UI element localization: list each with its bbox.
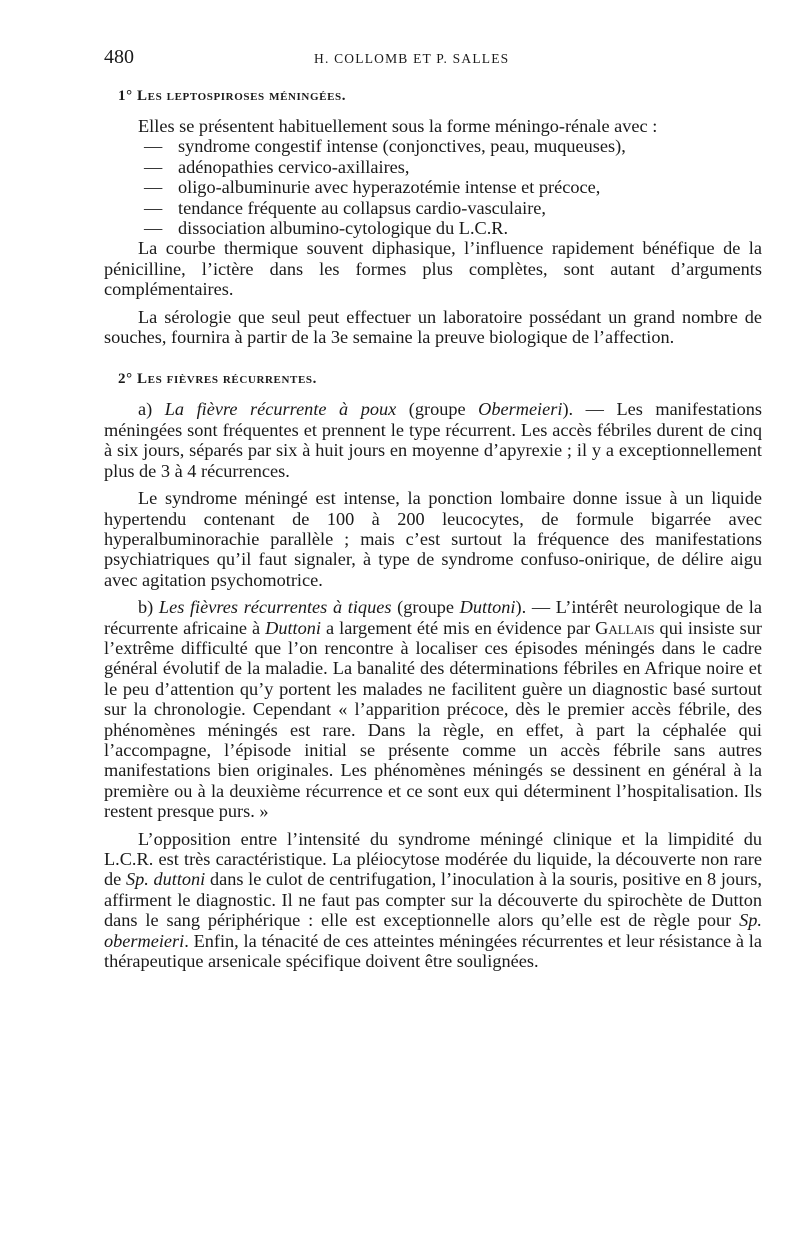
list-item-text: adénopathies cervico-axillaires, — [178, 156, 410, 177]
running-head: H. COLLOMB ET P. SALLES — [314, 51, 510, 66]
subsection-heading-b: Les fièvres récurrentes à tiques — [158, 597, 392, 618]
list-item-text: oligo-albuminurie avec hyperazotémie intense et précoce, — [178, 177, 601, 198]
paragraph-fievre-poux — [104, 399, 762, 481]
paragraph-intro: Elles se présentent habituellement sous la forme méningo-rénale avec : — [138, 116, 658, 136]
list-dash: — — [144, 177, 163, 198]
subsection-label-a: a) — [138, 399, 153, 420]
group-name-obermeieri: Obermeieri — [478, 399, 563, 420]
list-item — [104, 218, 762, 238]
paragraph-serologie: La sérologie que seul peut effectuer un laboratoire possédant un grand nombre de souches, fournira à partir de la 3e semaine la preuve biologique de l’affection. — [104, 306, 762, 348]
list-dash: — — [144, 197, 163, 218]
author-gallais: Gallais — [595, 617, 655, 638]
list-item-text: syndrome congestif intense (conjonctives, peau, muqueuses), — [178, 136, 626, 157]
species-sp-duttoni: Sp. duttoni — [125, 869, 206, 890]
tiques-text-1: ). — L’intérêt neurologique de la récurrente africaine à — [104, 597, 762, 638]
group-open-b: (groupe — [397, 597, 454, 618]
opposition-text-1: L’opposition entre l’intensité du syndrome méningé clinique et la limpidité du L.C.R. est très caractéristique. La pléiocytose modérée du liquide, la découverte non rare de — [104, 828, 762, 890]
list-item — [104, 177, 762, 197]
section-title-fievres-recurrentes: 2° Les fièvres récurrentes. — [118, 371, 317, 388]
tiques-text-2: a largement été mis en évidence par — [326, 617, 591, 638]
paragraph-opposition — [104, 829, 762, 972]
list-item — [104, 198, 762, 218]
subsection-label-b: b) — [138, 597, 154, 618]
paragraph-syndrome-meninge: Le syndrome méningé est intense, la ponction lombaire donne issue à un liquide hypertendu contenant de 100 à 200 leucocytes, de formule bigarrée avec hyperalbuminorachie parallèle ; mais c’est surtout la fréquence des manifestations psychiatriques qu’il faut signaler, à type de syndrome confuso-onirique, de délire aigu avec agitation psychomotrice. — [104, 488, 762, 590]
opposition-text-3: . Enfin, la ténacité de ces atteintes méningées récurrentes et leur résistance à la thérapeutique arsenicale spécifique doivent être soulignées. — [104, 930, 762, 972]
symptom-list — [104, 136, 762, 238]
subsection-heading-a: La fièvre récurrente à poux — [164, 399, 397, 420]
duttoni-name: Duttoni — [265, 617, 321, 638]
page-header — [104, 44, 762, 72]
list-dash: — — [144, 218, 163, 239]
section-title-leptospiroses: 1° Les leptospiroses méningées. — [118, 88, 347, 104]
list-item-text: dissociation albumino-cytologique du L.C.R. — [178, 218, 509, 239]
list-item — [104, 157, 762, 177]
list-item-text: tendance fréquente au collapsus cardio-vasculaire, — [178, 197, 546, 218]
paragraph-fievre-poux-text: ). — Les manifestations méningées sont fréquentes et prennent le type récurrent. Les accès fébriles durent de cinq à six jours, séparés par six à huit jours en moyenne d’apyrexie ; il y a exceptionnellement plus de 3 à 4 récurrences. — [104, 399, 762, 481]
paragraph-courbe-thermique: La courbe thermique souvent diphasique, l’influence rapidement bénéfique de la pénicilline, l’ictère dans les formes plus complètes, sont autant d’arguments complémentaires. — [104, 238, 762, 300]
page-number: 480 — [104, 46, 134, 68]
book-page — [104, 44, 762, 971]
group-name-duttoni: Duttoni — [459, 597, 516, 618]
tiques-text-3: qui insiste sur l’extrême difficulté que l’on rencontre à localiser ces épisodes méningés dans le cadre général évolutif de la maladie. La banalité des déterminations fébriles en Afrique noire et le peu d’attention qu’y portent les malades ne facilitent guère un diagnostic basé surtout sur la chronologie. Cependant « l’apparition précoce, dès le premier accès fébrile, des phénomènes méningés est rare. Dans la règle, en effet, à part la céphalée qui l’accompagne, l’épisode initial se présente comme un accès fébrile sans autres manifestations bien originales. Les phénomènes méningés se dessinent en général à la première ou à la deuxième récurrence et ce sont eux qui déterminent l’hospitalisation. Ils restent presque purs. » — [104, 617, 762, 822]
list-item — [104, 136, 762, 156]
opposition-text-2: dans le culot de centrifugation, l’inoculation à la souris, positive en 8 jours, affirment le diagnostic. Il ne faut pas compter sur la découverte du spirochète de Dutton dans le sang périphérique : elle est exceptionnelle alors qu’elle est de règle pour — [104, 869, 762, 931]
paragraph-fievre-tiques — [104, 597, 762, 821]
list-dash: — — [144, 136, 163, 157]
group-open-a: (groupe — [408, 399, 466, 420]
list-dash: — — [144, 156, 163, 177]
species-sp-obermeieri: Sp. obermeieri — [104, 910, 762, 951]
